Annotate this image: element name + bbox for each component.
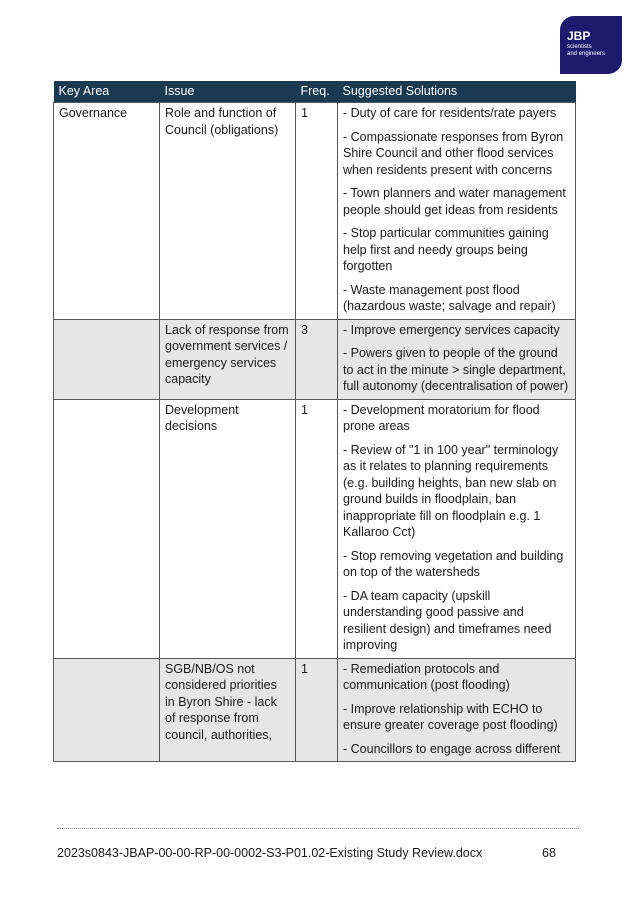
header-suggested-solutions: Suggested Solutions <box>338 81 576 103</box>
solution-item: - Powers given to people of the ground to act in the minute > single department, full autonomy (decentralisation of power) <box>343 346 569 393</box>
solution-item: - Town planners and water management people should get ideas from residents <box>343 186 566 217</box>
cell-issue: Lack of response from government services / emergency services capacity <box>160 319 296 399</box>
cell-freq: 3 <box>296 319 338 399</box>
cell-freq: 1 <box>296 399 338 658</box>
cell-solutions <box>338 103 576 320</box>
cell-key-area <box>54 319 160 399</box>
table-row <box>54 399 576 658</box>
table-row <box>54 658 576 762</box>
cell-issue: SGB/NB/OS not considered priorities in Byron Shire - lack of response from council, authorities, <box>160 658 296 762</box>
logo-brand: JBP <box>567 29 591 43</box>
solution-item: - Compassionate responses from Byron Shire Council and other flood services when residents present with concerns <box>343 129 564 177</box>
footer-divider <box>57 828 579 829</box>
solution-item: - DA team capacity (upskill understanding good passive and resilient design) and timeframes need improving <box>343 588 552 652</box>
table-header-row <box>54 81 576 103</box>
table-row <box>54 103 576 320</box>
solution-item: - Improve emergency services capacity <box>343 322 560 337</box>
cell-freq: 1 <box>296 658 338 762</box>
cell-key-area: Governance <box>54 103 160 320</box>
cell-freq: 1 <box>296 103 338 320</box>
cell-key-area <box>54 658 160 762</box>
footer-document-name: 2023s0843-JBAP-00-00-RP-00-0002-S3-P01.02-Existing Study Review.docx <box>57 846 483 860</box>
solution-item: - Duty of care for residents/rate payers <box>343 106 557 120</box>
jbp-logo <box>560 16 622 74</box>
header-issue: Issue <box>160 81 296 103</box>
solution-item: - Waste management post flood (hazardous waste; salvage and repair) <box>343 282 556 313</box>
solution-item: - Councillors to engage across different <box>343 741 561 756</box>
solution-item: - Review of "1 in 100 year" terminology as it relates to planning requirements (e.g. building heights, ban new slab on ground builds in floodplain, ban inappropriate fill on floodplain e.g. 1 Kallaroo Cct) <box>343 442 559 539</box>
cell-solutions <box>338 658 576 762</box>
solution-item: - Stop particular communities gaining help first and needy groups being forgotten <box>343 226 549 273</box>
header-freq: Freq. <box>296 81 338 103</box>
cell-issue: Role and function of Council (obligations) <box>160 103 296 320</box>
header-key-area: Key Area <box>54 81 160 103</box>
issues-table <box>53 81 576 762</box>
solution-item: - Remediation protocols and communication (post flooding) <box>343 661 510 692</box>
solution-item: - Stop removing vegetation and building on top of the watersheds <box>343 548 564 579</box>
cell-issue: Development decisions <box>160 399 296 658</box>
cell-solutions <box>338 399 576 658</box>
solution-item: - Improve relationship with ECHO to ensure greater coverage post flooding) <box>343 701 558 732</box>
cell-key-area <box>54 399 160 658</box>
solution-item: - Development moratorium for flood prone areas <box>343 402 540 433</box>
page-number: 68 <box>542 846 556 860</box>
cell-solutions <box>338 319 576 399</box>
logo-tagline: scientists and engineers <box>567 44 606 57</box>
table-row <box>54 319 576 399</box>
